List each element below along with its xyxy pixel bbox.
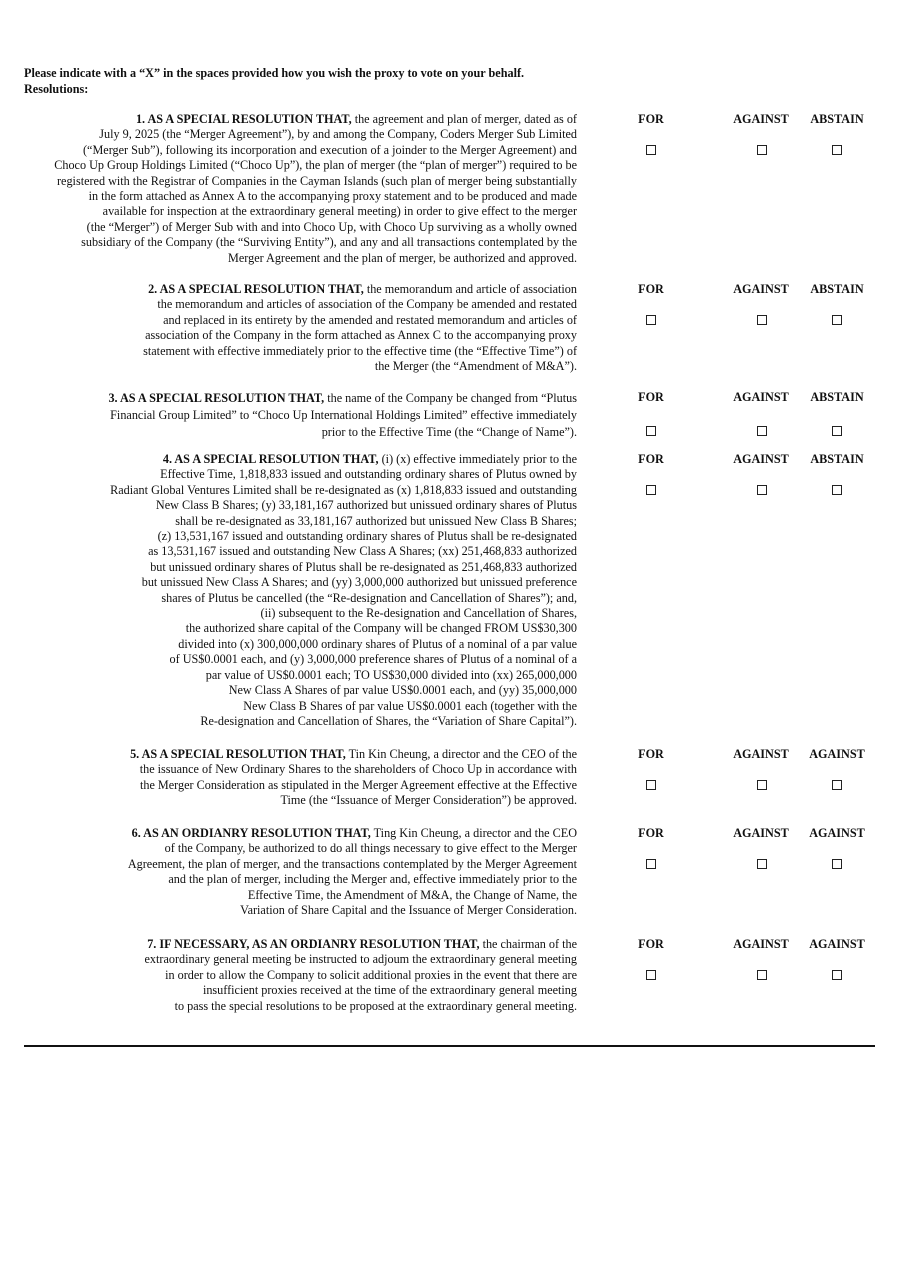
resolution-line: [22, 826, 577, 841]
resolution-line-text: the memorandum and article of association: [363, 282, 577, 296]
resolution-line-text: Re-designation and Cancellation of Shares, the “Variation of Share Capital”).: [200, 713, 577, 728]
resolution-line: [22, 390, 577, 407]
resolution-line: [22, 529, 577, 544]
resolution-line-text: but unissued ordinary shares of Plutus shall be re-designated as 251,468,833 authorized: [150, 559, 577, 574]
resolution-line: [22, 778, 577, 793]
resolution-5-against-checkbox[interactable]: [757, 780, 767, 790]
resolution-line: [22, 983, 577, 998]
resolution-line-text: to pass the special resolutions to be proposed at the extraordinary general meeting.: [174, 998, 577, 1013]
resolution-line-text: the memorandum and articles of association of the Company be amended and restated: [157, 297, 577, 312]
resolution-line: [22, 297, 577, 312]
resolution-lead: 1. AS A SPECIAL RESOLUTION THAT,: [135, 112, 352, 126]
resolution-line-text: and the plan of merger, including the Merger and, effective immediately prior to the: [168, 872, 577, 887]
resolution-6-against-label: AGAINST: [733, 826, 789, 840]
resolution-line: [22, 652, 577, 667]
resolution-1-abstain-label: ABSTAIN: [810, 112, 864, 126]
resolution-5-against-label: AGAINST: [733, 747, 789, 761]
resolution-5-against-checkbox[interactable]: [832, 780, 842, 790]
resolution-4-against-label: AGAINST: [733, 452, 789, 466]
resolution-6-against-label: AGAINST: [809, 826, 865, 840]
resolution-line-text: Agreement, the plan of merger, and the transactions contemplated by the Merger Agreement: [127, 856, 577, 871]
resolution-6-against-checkbox[interactable]: [757, 859, 767, 869]
resolution-line-text: and replaced in its entirety by the amended and restated memorandum and articles of: [163, 312, 577, 327]
resolution-line-text: Time (the “Issuance of Merger Consideration”) be approved.: [280, 793, 577, 808]
resolution-line: [22, 699, 577, 714]
resolution-line-text: Variation of Share Capital and the Issuance of Merger Consideration.: [240, 903, 577, 918]
resolution-line: [22, 313, 577, 328]
resolution-line-text: divided into (x) 300,000,000 ordinary shares of Plutus of a nominal of a par value: [178, 636, 577, 651]
resolution-7-for-label: FOR: [638, 937, 664, 951]
resolutions-heading: Resolutions:: [24, 81, 89, 96]
resolution-line: [22, 344, 577, 359]
resolution-2-abstain-label: ABSTAIN: [810, 282, 864, 296]
resolution-line: [22, 841, 577, 856]
instructions-block: [24, 66, 524, 97]
resolution-line: [22, 952, 577, 967]
resolution-line: [22, 112, 577, 127]
resolution-line-text: Effective Time, the Amendment of M&A, the Change of Name, the: [247, 887, 577, 902]
resolution-line-text: the Merger Consideration as stipulated in the Merger Agreement effective at the Effective: [139, 777, 577, 792]
resolution-line: [22, 668, 577, 683]
resolution-line-text: Tin Kin Cheung, a director and the CEO of the: [345, 747, 577, 761]
resolution-line: [22, 937, 577, 952]
resolution-lead: 7. IF NECESSARY, AS AN ORDIANRY RESOLUTION THAT,: [147, 937, 480, 951]
resolution-line-text: the agreement and plan of merger, dated as of: [351, 112, 577, 126]
resolution-line: [22, 793, 577, 808]
resolution-line: [22, 903, 577, 918]
resolution-3-text: [22, 390, 577, 441]
resolution-1-text: [22, 112, 577, 266]
resolution-line: [22, 560, 577, 575]
resolution-line-text: the authorized share capital of the Company will be changed FROM US$30,300: [185, 621, 577, 636]
resolution-line: [22, 467, 577, 482]
resolution-2-for-label: FOR: [638, 282, 664, 296]
resolution-line: [22, 127, 577, 142]
resolution-lead: 2. AS A SPECIAL RESOLUTION THAT,: [148, 282, 364, 296]
resolution-line: [22, 683, 577, 698]
resolution-1-against-label: AGAINST: [733, 112, 789, 126]
resolution-line-text: (z) 13,531,167 issued and outstanding ordinary shares of Plutus shall be re-designated: [157, 529, 577, 544]
resolution-line: [22, 452, 577, 467]
resolution-line: [22, 189, 577, 204]
resolution-2-for-checkbox[interactable]: [646, 315, 656, 325]
resolution-4-abstain-label: ABSTAIN: [810, 452, 864, 466]
resolution-line: [22, 407, 577, 424]
resolution-line: [22, 714, 577, 729]
resolution-line: [22, 251, 577, 266]
resolution-line: [22, 591, 577, 606]
resolution-line-text: Radiant Global Ventures Limited shall be re-designated as (x) 1,818,833 issued and outstanding: [110, 482, 577, 497]
resolution-4-against-checkbox[interactable]: [757, 485, 767, 495]
resolution-4-for-label: FOR: [638, 452, 664, 466]
resolution-line-text: statement with effective immediately prior to the effective time (the “Effective Time”) of: [143, 343, 577, 358]
resolution-line-text: shall be re-designated as 33,181,167 authorized but unissued New Class B Shares;: [175, 513, 577, 528]
resolution-lead: 6. AS AN ORDIANRY RESOLUTION THAT,: [131, 826, 371, 840]
resolution-lead: 3. AS A SPECIAL RESOLUTION THAT,: [108, 391, 325, 405]
resolution-2-against-checkbox[interactable]: [757, 315, 767, 325]
resolution-line-text: registered with the Registrar of Companies in the Cayman Islands (such plan of merger being substantially: [57, 173, 577, 188]
resolution-line: [22, 282, 577, 297]
resolution-1-for-label: FOR: [638, 112, 664, 126]
resolution-line: [22, 424, 577, 441]
resolution-lead: 5. AS A SPECIAL RESOLUTION THAT,: [130, 747, 346, 761]
resolution-7-against-label: AGAINST: [733, 937, 789, 951]
resolution-line: [22, 857, 577, 872]
resolution-line-text: par value of US$0.0001 each; TO US$30,000 divided into (xx) 265,000,000: [205, 667, 577, 682]
resolution-line-text: shares of Plutus be cancelled (the “Re-designation and Cancellation of Shares”); and,: [161, 590, 577, 605]
resolution-line: [22, 621, 577, 636]
resolution-line-text: New Class A Shares of par value US$0.0001 each, and (yy) 35,000,000: [228, 683, 577, 698]
resolution-line-text: subsidiary of the Company (the “Surviving Entity”), and any and all transactions contemplated by the: [81, 235, 577, 250]
resolution-5-for-label: FOR: [638, 747, 664, 761]
resolution-line: [22, 637, 577, 652]
resolution-line-text: New Class B Shares of par value US$0.0001 each (together with the: [243, 698, 577, 713]
resolution-line: [22, 872, 577, 887]
resolution-line-text: Financial Group Limited” to “Choco Up International Holdings Limited” effective immediately: [110, 408, 577, 422]
resolution-6-for-checkbox[interactable]: [646, 859, 656, 869]
resolution-line-text: insufficient proxies received at the time of the extraordinary general meeting: [202, 983, 577, 998]
resolution-3-for-label: FOR: [638, 390, 664, 404]
resolution-4-abstain-checkbox[interactable]: [832, 485, 842, 495]
resolution-line-text: (“Merger Sub”), following its incorporation and execution of a joinder to the Merger Agreement) and: [82, 142, 577, 157]
resolution-line: [22, 220, 577, 235]
resolution-1-abstain-checkbox[interactable]: [832, 145, 842, 155]
resolution-line-text: Merger Agreement and the plan of merger, be authorized and approved.: [228, 250, 577, 265]
resolution-line-text: (the “Merger”) of Merger Sub with and into Choco Up, with Choco Up surviving as a wholly owned: [86, 219, 577, 234]
resolution-line: [22, 143, 577, 158]
resolution-line: [22, 968, 577, 983]
resolution-6-text: [22, 826, 577, 918]
resolution-line: [22, 606, 577, 621]
resolution-line: [22, 575, 577, 590]
resolution-line: [22, 483, 577, 498]
resolution-line-text: of US$0.0001 each, and (y) 3,000,000 preference shares of Plutus of a nominal of a: [169, 652, 577, 667]
resolution-line-text: of the Company, be authorized to do all things necessary to give effect to the Merger: [164, 841, 577, 856]
resolution-line: [22, 158, 577, 173]
resolution-line: [22, 544, 577, 559]
resolution-line: [22, 174, 577, 189]
resolution-1-for-checkbox[interactable]: [646, 145, 656, 155]
resolution-line-text: Choco Up Group Holdings Limited (“Choco Up”), the plan of merger (the “plan of merger”) required to be: [54, 158, 577, 173]
resolution-5-text: [22, 747, 577, 809]
resolution-line: [22, 888, 577, 903]
resolution-line-text: the issuance of New Ordinary Shares to the shareholders of Choco Up in accordance with: [139, 762, 577, 777]
resolution-line-text: New Class B Shares; (y) 33,181,167 authorized but unissued ordinary shares of Plutus: [155, 498, 577, 513]
resolution-2-abstain-checkbox[interactable]: [832, 315, 842, 325]
resolution-7-against-checkbox[interactable]: [757, 970, 767, 980]
resolution-line: [22, 747, 577, 762]
resolution-line-text: Ting Kin Cheung, a director and the CEO: [370, 826, 577, 840]
resolution-line-text: the Merger (the “Amendment of M&A”).: [374, 359, 577, 374]
resolution-3-against-checkbox[interactable]: [757, 426, 767, 436]
resolution-line-text: association of the Company in the form attached as Annex C to the accompanying proxy: [145, 328, 577, 343]
resolution-7-against-label: AGAINST: [809, 937, 865, 951]
resolution-line-text: available for inspection at the extraordinary general meeting) in order to give effect to the merger: [102, 204, 577, 219]
resolution-3-for-checkbox[interactable]: [646, 426, 656, 436]
resolution-line: [22, 762, 577, 777]
resolution-line-text: (ii) subsequent to the Re-designation and Cancellation of Shares,: [260, 606, 577, 621]
instructions-text: Please indicate with a “X” in the spaces provided how you wish the proxy to vote on your behalf.: [24, 66, 525, 80]
resolution-line-text: in order to allow the Company to solicit additional proxies in the event that there are: [165, 967, 577, 982]
resolution-line-text: the chairman of the: [479, 937, 577, 951]
resolution-6-against-checkbox[interactable]: [832, 859, 842, 869]
resolution-line-text: as 13,531,167 issued and outstanding New Class A Shares; (xx) 251,468,833 authorized: [148, 544, 577, 559]
resolution-5-against-label: AGAINST: [809, 747, 865, 761]
resolution-5-for-checkbox[interactable]: [646, 780, 656, 790]
resolution-3-against-label: AGAINST: [733, 390, 789, 404]
resolution-line: [22, 328, 577, 343]
resolution-line: [22, 359, 577, 374]
resolution-6-for-label: FOR: [638, 826, 664, 840]
resolution-4-for-checkbox[interactable]: [646, 485, 656, 495]
resolution-7-text: [22, 937, 577, 1014]
resolution-line: [22, 235, 577, 250]
resolution-lead: 4. AS A SPECIAL RESOLUTION THAT,: [162, 452, 379, 466]
resolution-line-text: the name of the Company be changed from “Plutus: [324, 391, 577, 405]
resolution-line: [22, 514, 577, 529]
resolution-line-text: July 9, 2025 (the “Merger Agreement”), by and among the Company, Coders Merger Sub Limited: [99, 127, 577, 142]
resolution-line-text: Effective Time, 1,818,833 issued and outstanding ordinary shares of Plutus owned by: [160, 467, 577, 482]
resolution-line-text: in the form attached as Annex A to the accompanying proxy statement and to be produced and made: [88, 189, 577, 204]
resolution-4-text: [22, 452, 577, 729]
resolution-3-abstain-label: ABSTAIN: [810, 390, 864, 404]
resolution-line: [22, 498, 577, 513]
resolution-line-text: but unissued New Class A Shares; and (yy) 3,000,000 authorized but unissued preference: [141, 575, 577, 590]
resolution-1-against-checkbox[interactable]: [757, 145, 767, 155]
bottom-divider: [24, 1045, 875, 1047]
resolution-7-for-checkbox[interactable]: [646, 970, 656, 980]
resolution-2-against-label: AGAINST: [733, 282, 789, 296]
resolution-2-text: [22, 282, 577, 374]
resolution-line-text: extraordinary general meeting be instructed to adjoum the extraordinary general meeting: [144, 952, 577, 967]
resolution-line-text: (i) (x) effective immediately prior to the: [378, 452, 577, 466]
resolution-line: [22, 999, 577, 1014]
resolution-line: [22, 204, 577, 219]
resolution-3-abstain-checkbox[interactable]: [832, 426, 842, 436]
resolution-7-against-checkbox[interactable]: [832, 970, 842, 980]
resolution-line-text: prior to the Effective Time (the “Change of Name”).: [321, 425, 577, 439]
